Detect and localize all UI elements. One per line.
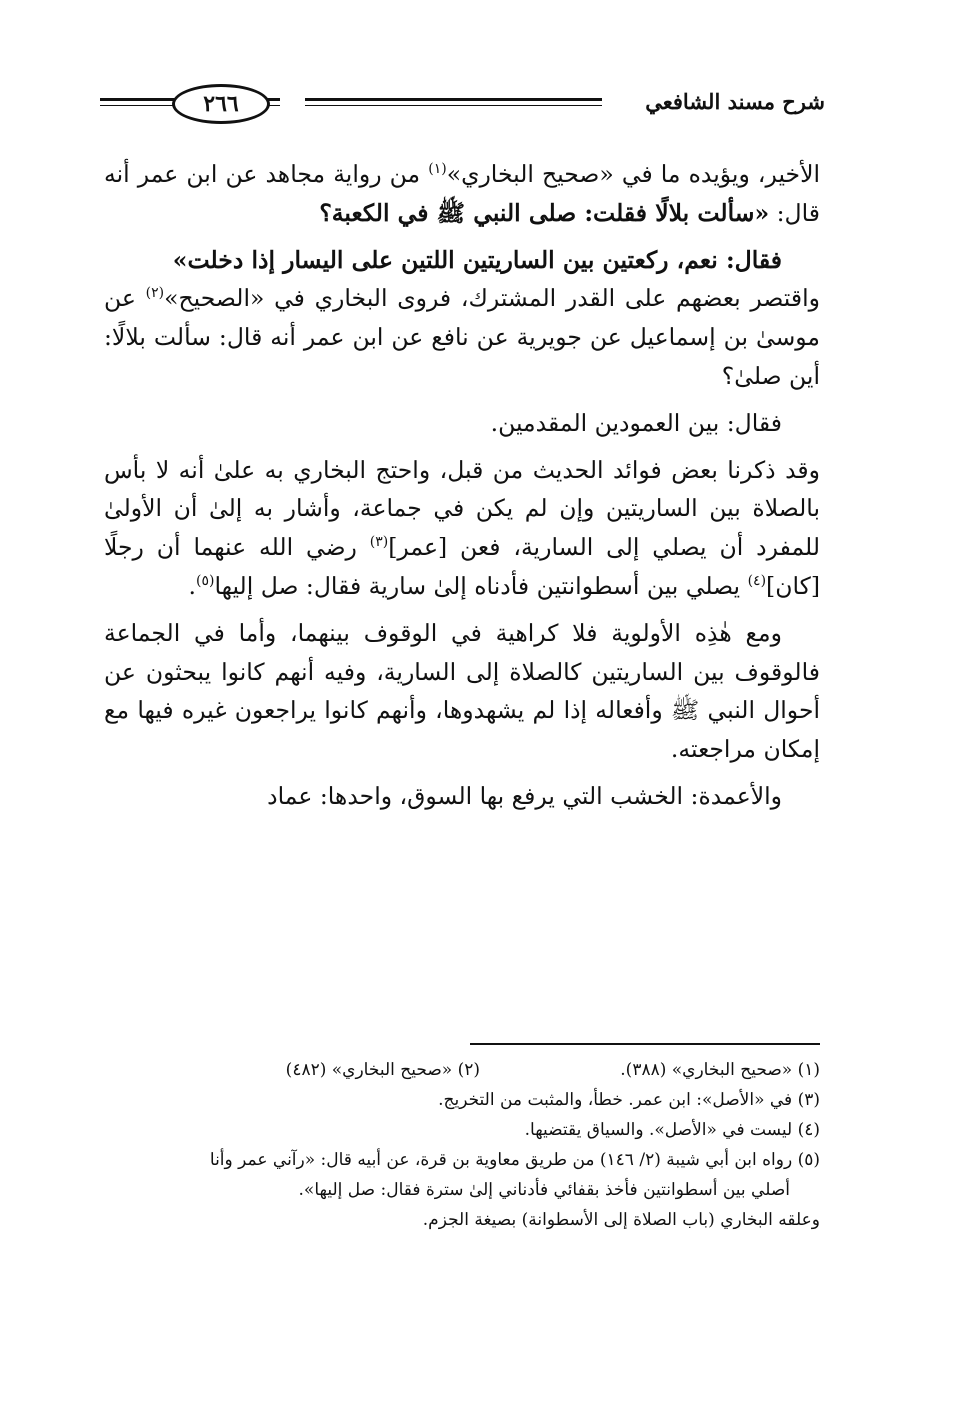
footnote-3: (٣) في «الأصل»: ابن عمر. خطأ، والمثبت من التخريج. [438, 1090, 820, 1110]
footnote-ref-4: (٤) [747, 573, 767, 590]
footnote-5: (٥) رواه ابن أبي شيبة (٢/ ١٤٦) من طريق معاوية بن قرة، عن أبيه قال: «رآني عمر وأنا [209, 1150, 820, 1170]
footnote-2: (٢) «صحيح البخاري» (٤٨٢) [285, 1060, 480, 1080]
paragraph-5: وقد ذكرنا بعض فوائد الحديث من قبل، واحتج البخاري به علىٰ أنه لا بأس بالصلاة بين الساريتين وإن لم يكن في جماعة، وأشار به إلىٰ أن الأولىٰ للمفرد أن يصلي إلى السارية، فعن [عمر]$^{(٣)}$ رضي الله عنهما أن رجلًا [كان]$^{(٤)}$ يصلي بين أسطوانتين فأدناه إلىٰ سارية فقال: صل إليها$^{(٥)}$. [104, 455, 820, 600]
footnote-row [104, 1055, 820, 1085]
footnote-ref-2: (٢) [145, 285, 165, 302]
paragraph-4: فقال: بين العمودين المقدمين. [490, 408, 782, 437]
footnote-separator [470, 1043, 820, 1045]
paragraph-2: فقال: نعم، ركعتين بين الساريتين اللتين على اليسار إذا دخلت» [172, 245, 782, 274]
page-header [100, 84, 825, 128]
main-text [104, 155, 820, 816]
paragraph-3: واقتصر بعضهم على القدر المشترك، فروى البخاري في «الصحيح»$^{(٢)}$ عن موسىٰ بن إسماعيل عن جويرية عن نافع عن ابن عمر أنه قال: سألت بلالًا: أين صلىٰ؟ [104, 284, 820, 390]
paragraph-6: ومع هٰذِه الأولوية فلا كراهية في الوقوف بينهما، وأما في الجماعة فالوقوف بين الساريتين كالصلاة إلى السارية، وفيه أنهم كانوا يبحثون عن أحوال النبي ﷺ وأفعاله إذا لم يشهدوها، وأنهم كانوا يراجعون غيره فيها مع إمكان مراجعته. [104, 618, 820, 764]
paragraph-1: الأخير، ويؤيده ما في «صحيح البخاري»$^{(١)}$ من رواية مجاهد عن ابن عمر أنه قال: «سألت بلالًا فقلت: صلى النبي ﷺ في الكعبة؟ [104, 160, 821, 227]
footnote-5-continued: أصلي بين أسطوانتين فأخذ بقفائي فأدناني إلىٰ سترة فقال: صل إليها». [298, 1180, 790, 1200]
running-title: شرح مسند الشافعي [602, 84, 825, 120]
footnote-4: (٤) ليست في «الأصل». والسياق يقتضيها. [524, 1120, 820, 1140]
footnote-5-note: وعلقه البخاري (باب الصلاة إلى الأسطوانة) بصيغة الجزم. [422, 1210, 820, 1230]
footnote-1: (١) «صحيح البخاري» (٣٨٨). [620, 1060, 820, 1080]
footnote-ref-5: (٥) [196, 573, 215, 590]
footnote-ref-3: (٣) [369, 534, 389, 551]
paragraph-7: والأعمدة: الخشب التي يرفع بها السوق، واحدها: عماد [267, 781, 782, 810]
page-number: ٢٦٦ [172, 84, 270, 124]
footnote-ref-1: (١) [428, 161, 447, 178]
hadith-quote: «سألت بلالًا فقلت: صلى النبي ﷺ في الكعبة؟ [319, 198, 770, 227]
footnotes [104, 1055, 820, 1235]
